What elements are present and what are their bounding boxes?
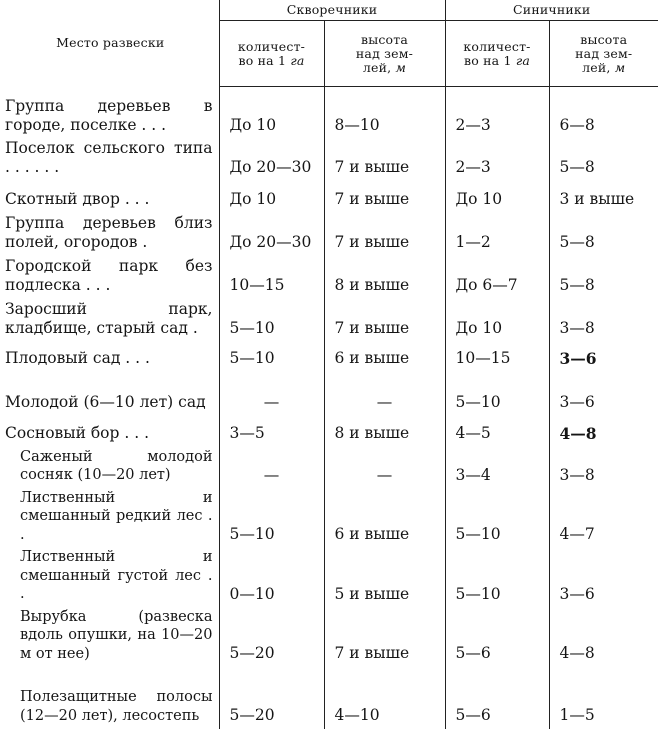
t-count-cell: До 10 <box>445 181 549 213</box>
tits-height-cell: 5—8 <box>549 213 658 256</box>
table-row <box>2 372 658 416</box>
t-count-cell: 5—6 <box>445 608 549 668</box>
tits-height-cell: 6—8 <box>549 87 658 139</box>
place-cell: Саженый молодой сосняк (10—20 лет) <box>2 447 219 489</box>
starlings-height-cell: 8 и выше <box>324 416 445 447</box>
starlings-count-cell: — <box>219 447 324 489</box>
header-starlings-count <box>219 21 324 87</box>
t-count-cell: 1—2 <box>445 213 549 256</box>
starlings-count-cell: 5—10 <box>219 489 324 549</box>
tits-height-cell: 1—5 <box>549 667 658 729</box>
starlings-count-cell: 5—10 <box>219 299 324 342</box>
table-row <box>2 342 658 372</box>
t-count-cell: 2—3 <box>445 139 549 181</box>
tits-height-cell: 4—8 <box>549 608 658 668</box>
table-row <box>2 213 658 256</box>
starlings-count-cell: 5—20 <box>219 608 324 668</box>
t-count-cell: 5—10 <box>445 372 549 416</box>
t-count-cell: 5—6 <box>445 667 549 729</box>
starlings-height-cell: 4—10 <box>324 667 445 729</box>
starlings-count-cell: До 20—30 <box>219 139 324 181</box>
t-count-cell: 5—10 <box>445 489 549 549</box>
starlings-height-cell: 6 и выше <box>324 489 445 549</box>
starlings-count-cell: — <box>219 372 324 416</box>
table-row <box>2 447 658 489</box>
starlings-count-cell: До 10 <box>219 87 324 139</box>
place-cell: Плодовый сад . . . <box>2 342 219 372</box>
place-cell: Сосновый бор . . . <box>2 416 219 447</box>
starlings-count-cell: До 10 <box>219 181 324 213</box>
starlings-height-cell: 5 и выше <box>324 548 445 608</box>
table-row <box>2 299 658 342</box>
t-count-cell: До 10 <box>445 299 549 342</box>
starlings-count-cell: 5—20 <box>219 667 324 729</box>
header-tits: Синичники <box>445 0 658 21</box>
place-cell: Группа деревьев близ полей, огородов . <box>2 213 219 256</box>
tits-height-cell: 3 и выше <box>549 181 658 213</box>
place-cell: Скотный двор . . . <box>2 181 219 213</box>
place-cell: Лиственный и смешанный редкий лес . . <box>2 489 219 549</box>
place-cell: Лиственный и смешанный густой лес . . <box>2 548 219 608</box>
starlings-height-cell: 8 и выше <box>324 256 445 299</box>
header-count-text: количест- во на 1 га <box>463 40 530 68</box>
tits-height-cell: 3—8 <box>549 447 658 489</box>
header-starlings: Скворечники <box>219 0 445 21</box>
place-cell: Группа деревьев в городе, поселке . . . <box>2 87 219 139</box>
starlings-height-cell: 7 и выше <box>324 608 445 668</box>
tits-height-cell: 3—6 <box>549 342 658 372</box>
table-row <box>2 667 658 729</box>
header-place: Место развески <box>2 0 219 87</box>
starlings-height-cell: 7 и выше <box>324 181 445 213</box>
table-row <box>2 139 658 181</box>
starlings-height-cell: 8—10 <box>324 87 445 139</box>
header-tits-count <box>445 21 549 87</box>
place-cell: Поселок сельского типа . . . . . . <box>2 139 219 181</box>
tits-height-cell: 5—8 <box>549 139 658 181</box>
t-count-cell: 2—3 <box>445 87 549 139</box>
table-body <box>2 87 658 729</box>
starlings-height-cell: 7 и выше <box>324 139 445 181</box>
place-cell: Заросший парк, кладбище, старый сад . <box>2 299 219 342</box>
place-cell: Городской парк без подлеска . . . <box>2 256 219 299</box>
starlings-count-cell: 3—5 <box>219 416 324 447</box>
tits-height-cell: 5—8 <box>549 256 658 299</box>
table-row <box>2 548 658 608</box>
place-cell: Вырубка (развеска вдоль опушки, на 10—20 м от нее) <box>2 608 219 668</box>
table-row <box>2 181 658 213</box>
starlings-count-cell: До 20—30 <box>219 213 324 256</box>
header-height-text: высота над зем- лей, м <box>356 33 413 75</box>
t-count-cell: До 6—7 <box>445 256 549 299</box>
table-row <box>2 416 658 447</box>
place-cell: Молодой (6—10 лет) сад <box>2 372 219 416</box>
table-row <box>2 87 658 139</box>
starlings-height-cell: — <box>324 372 445 416</box>
starlings-count-cell: 5—10 <box>219 342 324 372</box>
t-count-cell: 5—10 <box>445 548 549 608</box>
table-row <box>2 608 658 668</box>
starlings-count-cell: 10—15 <box>219 256 324 299</box>
header-tits-height <box>549 21 658 87</box>
t-count-cell: 4—5 <box>445 416 549 447</box>
t-count-cell: 10—15 <box>445 342 549 372</box>
starlings-height-cell: 7 и выше <box>324 213 445 256</box>
starlings-height-cell: 6 и выше <box>324 342 445 372</box>
table-row <box>2 489 658 549</box>
place-cell: Полезащитные полосы (12—20 лет), лесостепь <box>2 667 219 729</box>
table-row <box>2 256 658 299</box>
header-count-text: количест- во на 1 га <box>238 40 305 68</box>
starlings-count-cell: 0—10 <box>219 548 324 608</box>
header-height-text: высота над зем- лей, м <box>575 33 632 75</box>
birdhouse-table <box>2 0 658 729</box>
starlings-height-cell: 7 и выше <box>324 299 445 342</box>
t-count-cell: 3—4 <box>445 447 549 489</box>
tits-height-cell: 4—8 <box>549 416 658 447</box>
tits-height-cell: 3—6 <box>549 372 658 416</box>
tits-height-cell: 4—7 <box>549 489 658 549</box>
starlings-height-cell: — <box>324 447 445 489</box>
header-starlings-height <box>324 21 445 87</box>
tits-height-cell: 3—8 <box>549 299 658 342</box>
tits-height-cell: 3—6 <box>549 548 658 608</box>
